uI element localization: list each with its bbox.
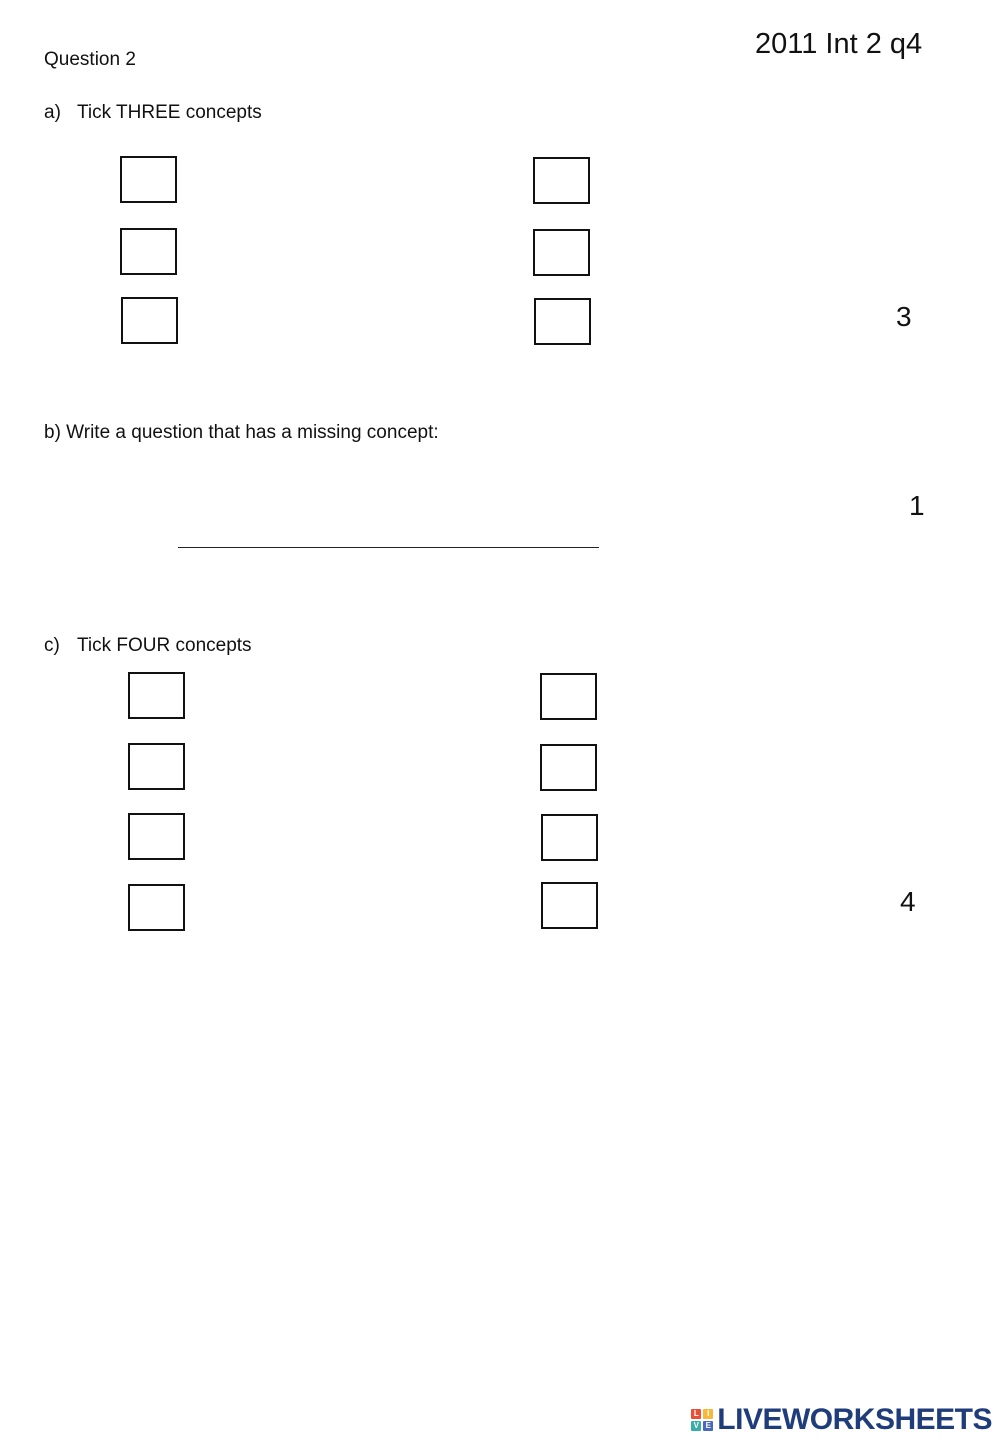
question-number: Question 2 — [44, 49, 136, 70]
part-c-checkbox-1[interactable] — [128, 672, 185, 719]
part-a-checkbox-5[interactable] — [121, 297, 178, 344]
part-c-checkbox-2[interactable] — [540, 673, 597, 720]
part-a-checkbox-1[interactable] — [120, 156, 177, 203]
part-c-checkbox-3[interactable] — [128, 743, 185, 790]
part-c-checkbox-7[interactable] — [128, 884, 185, 931]
part-a-checkbox-6[interactable] — [534, 298, 591, 345]
exam-reference: 2011 Int 2 q4 — [755, 28, 923, 60]
part-c-checkbox-5[interactable] — [128, 813, 185, 860]
part-c-checkbox-8[interactable] — [541, 882, 598, 929]
part-c-prefix: c) — [44, 635, 60, 656]
part-a-checkbox-3[interactable] — [120, 228, 177, 275]
part-c-marks: 4 — [900, 886, 916, 917]
part-c-checkbox-6[interactable] — [541, 814, 598, 861]
part-a-checkbox-2[interactable] — [533, 157, 590, 204]
liveworksheets-watermark — [691, 1403, 992, 1437]
part-a-prefix: a) — [44, 102, 61, 123]
logo-cell-3: V — [691, 1421, 701, 1431]
part-a-instruction: Tick THREE concepts — [77, 102, 262, 123]
part-a-marks: 3 — [896, 301, 912, 332]
liveworksheets-logo-icon — [691, 1409, 713, 1431]
logo-cell-4: E — [703, 1421, 713, 1431]
part-a-checkbox-4[interactable] — [533, 229, 590, 276]
part-c-checkbox-4[interactable] — [540, 744, 597, 791]
part-c-instruction: Tick FOUR concepts — [77, 635, 252, 656]
part-b-marks: 1 — [909, 490, 925, 521]
liveworksheets-wordmark: LIVEWORKSHEETS — [717, 1403, 992, 1436]
logo-cell-1: L — [691, 1409, 701, 1419]
logo-cell-2: I — [703, 1409, 713, 1419]
part-b-answer-line[interactable] — [178, 547, 599, 548]
part-b-instruction: b) Write a question that has a missing concept: — [44, 422, 439, 443]
